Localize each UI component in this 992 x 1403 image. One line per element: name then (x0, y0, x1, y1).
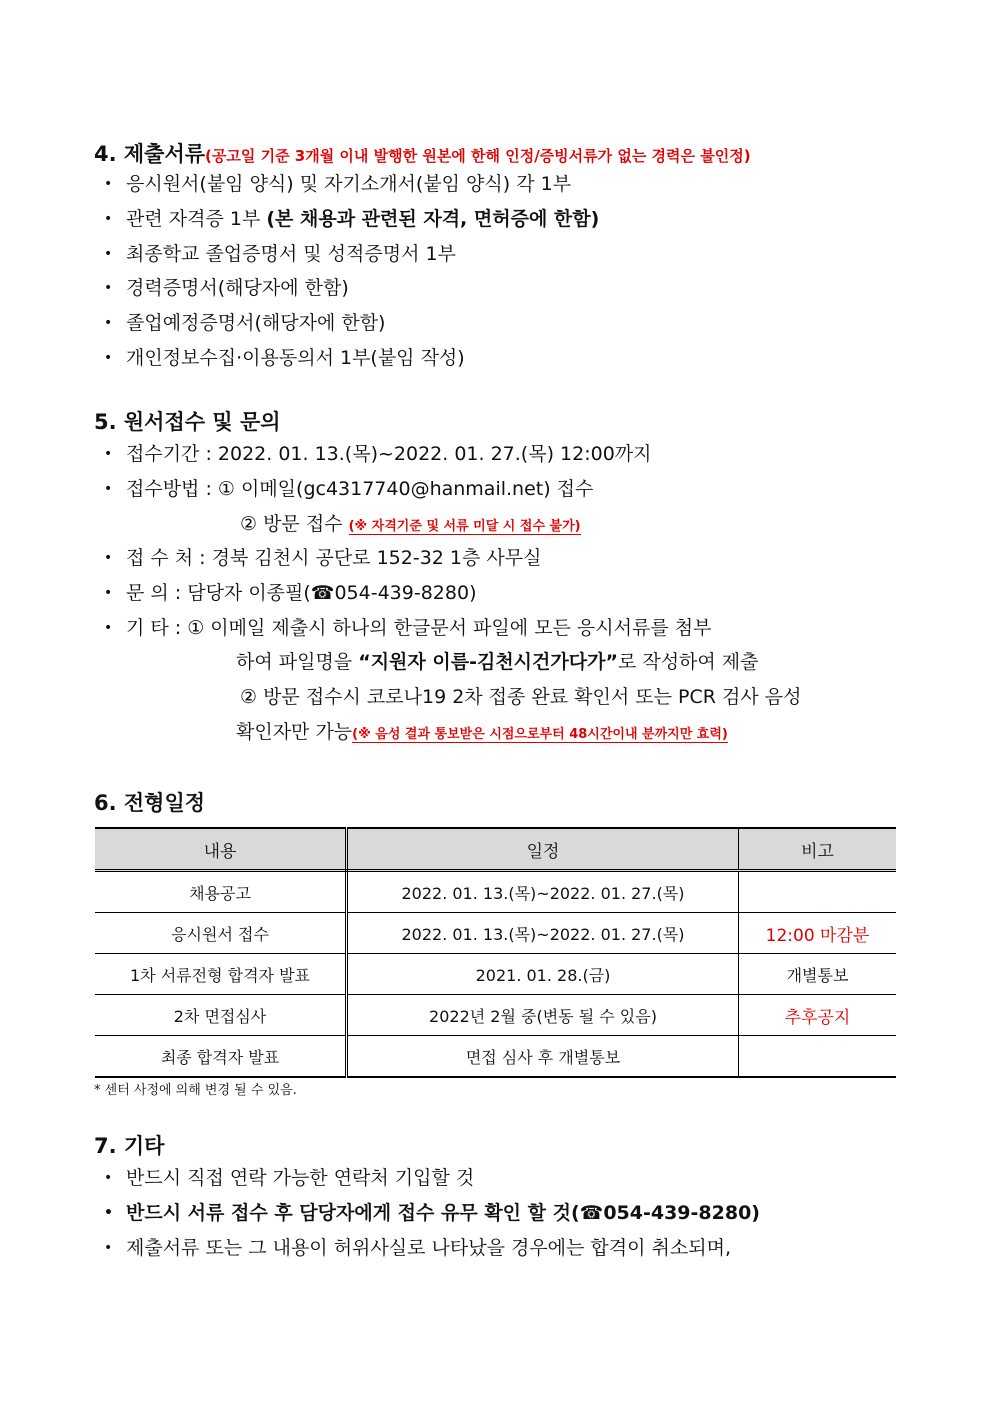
section6-title: 6. 전형일정 (94, 791, 206, 815)
list-item: • 경력증명서(해당자에 한함) (104, 277, 349, 299)
list-item: • 문 의 : 담당자 이종필(☎054-439-8280) (104, 582, 477, 604)
section5-title: 5. 원서접수 및 문의 (94, 410, 281, 434)
list-item: • 졸업예정증명서(해당자에 한함) (104, 312, 386, 334)
list-item: • 반드시 서류 접수 후 담당자에게 접수 유무 확인 할 것(☎054-439-8280) (104, 1202, 760, 1224)
list-item: • 응시원서(붙임 양식) 및 자기소개서(붙임 양식) 각 1부 (104, 173, 572, 195)
section4-heading (94, 138, 751, 168)
list-item: • 접수방법 : ① 이메일(gc4317740@hanmail.net) 접수 (104, 478, 594, 500)
list-item: • 기 타 : ① 이메일 제출시 하나의 한글문서 파일에 모든 응시서류를 첨부 (104, 617, 712, 639)
list-item: • 반드시 직접 연락 가능한 연락처 기입할 것 (104, 1167, 475, 1189)
etc-line-2: 하여 파일명을 “지원자 이름-김천시건가다가”로 작성하여 제출 (236, 651, 759, 673)
table-row: 1차 서류전형 합격자 발표 2021. 01. 28.(금) 개별통보 (95, 954, 896, 995)
table-row: 최종 합격자 발표 면접 심사 후 개별통보 (95, 1036, 896, 1078)
list-item: • 관련 자격증 1부 (본 채용과 관련된 자격, 면허증에 한함) (104, 208, 600, 230)
etc-line-3: ② 방문 접수시 코로나19 2차 접종 완료 확인서 또는 PCR 검사 음성 (240, 686, 802, 708)
etc-line-4: 확인자만 가능(※ 음성 결과 통보받은 시점으로부터 48시간이내 분까지만 효력) (236, 721, 728, 743)
list-item: • 제출서류 또는 그 내용이 허위사실로 나타났을 경우에는 합격이 취소되며, (104, 1237, 731, 1259)
col-header: 일정 (347, 828, 739, 871)
section4-title: 4. 제출서류 (94, 142, 206, 166)
table-row: 채용공고 2022. 01. 13.(목)~2022. 01. 27.(목) (95, 871, 896, 913)
list-item: • 접 수 처 : 경북 김천시 공단로 152-32 1층 사무실 (104, 547, 542, 569)
table-row: 2차 면접심사 2022년 2월 중(변동 될 수 있음) 추후공지 (95, 995, 896, 1036)
item-bold-note: (본 채용과 관련된 자격, 면허증에 한함) (266, 208, 600, 230)
schedule-footnote: * 센터 사정에 의해 변경 될 수 있음. (94, 1083, 297, 1098)
list-item: • 개인정보수집·이용동의서 1부(붙임 작성) (104, 347, 465, 369)
method-visit: ② 방문 접수 (※ 자격기준 및 서류 미달 시 접수 불가) (240, 513, 581, 535)
etc-note: (※ 음성 결과 통보받은 시점으로부터 48시간이내 분까지만 효력) (352, 727, 728, 742)
col-header: 비고 (739, 828, 897, 871)
section7-title: 7. 기타 (94, 1134, 165, 1158)
col-header: 내용 (95, 828, 347, 871)
method-visit-note: (※ 자격기준 및 서류 미달 시 접수 불가) (348, 519, 581, 534)
list-item: • 최종학교 졸업증명서 및 성적증명서 1부 (104, 243, 456, 265)
table-header-row (95, 828, 896, 871)
table-row: 응시원서 접수 2022. 01. 13.(목)~2022. 01. 27.(목) 12:00 마감분 (95, 913, 896, 954)
list-item: • 접수기간 : 2022. 01. 13.(목)~2022. 01. 27.(목) 12:00까지 (104, 443, 652, 465)
schedule-table (95, 827, 896, 1078)
section4-note: (공고일 기준 3개월 이내 발행한 원본에 한해 인정/증빙서류가 없는 경력은 불인정) (205, 147, 751, 165)
